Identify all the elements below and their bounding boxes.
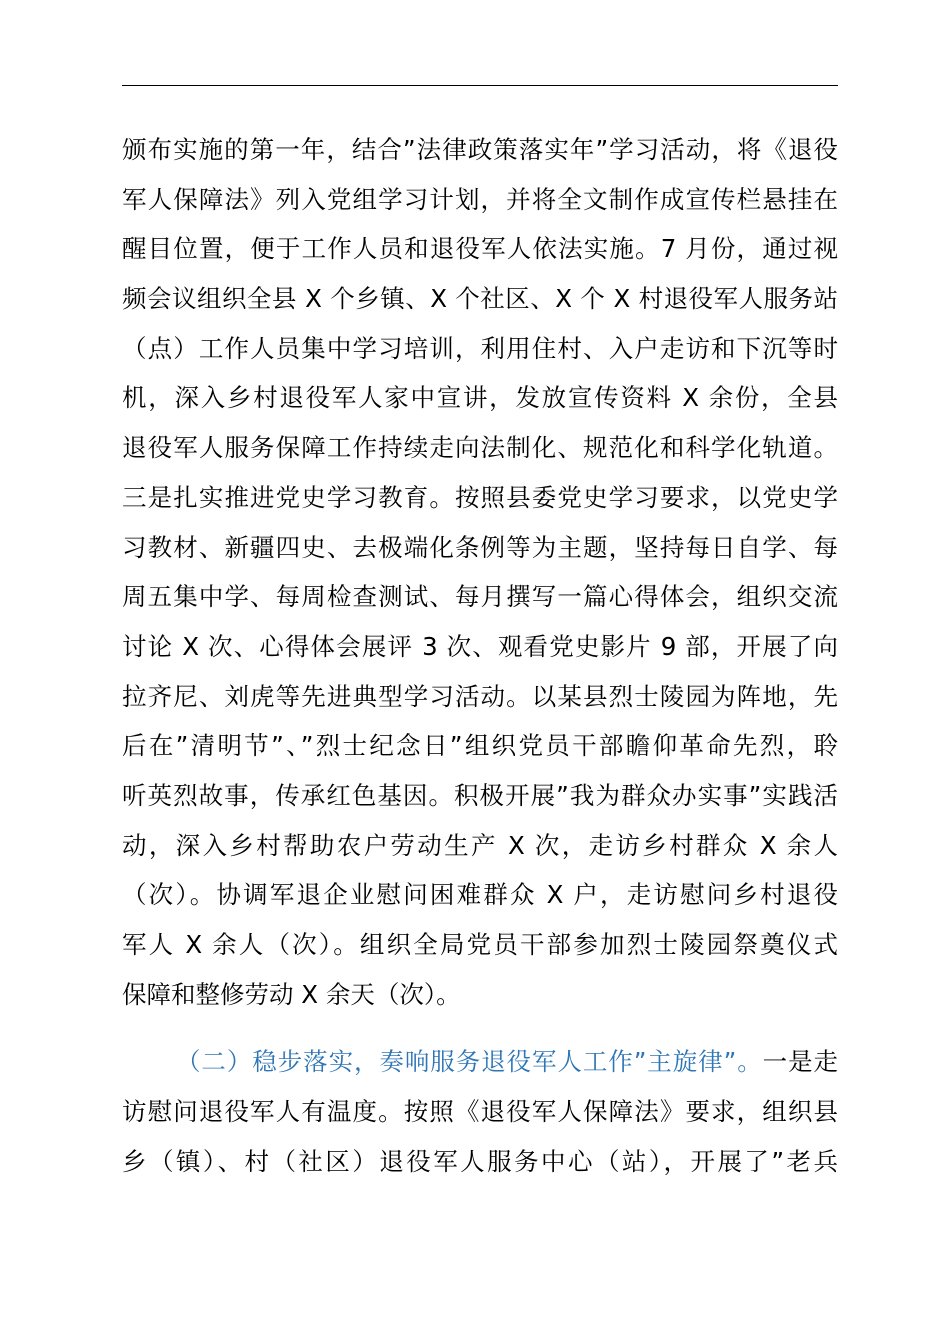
text-line: （点）工作人员集中学习培训，利用住村、入户走访和下沉等时 <box>122 333 838 363</box>
text-line: 军人保障法》列入党组学习计划，并将全文制作成宣传栏悬挂在 <box>122 184 838 214</box>
text-line: 周五集中学、每周检查测试、每月撰写一篇心得体会，组织交流 <box>122 582 838 612</box>
paragraph-gap <box>122 1019 838 1037</box>
text-line: 乡（镇）、村（社区）退役军人服务中心（站），开展了”老兵 <box>122 1146 838 1176</box>
text-line: 退役军人服务保障工作持续走向法制化、规范化和科学化轨道。 <box>122 433 838 463</box>
text-line: 后在”清明节”、”烈士纪念日”组织党员干部瞻仰革命先烈，聆 <box>122 731 838 761</box>
text-line: 颁布实施的第一年，结合”法律政策落实年”学习活动，将《退役 <box>122 135 838 164</box>
text-line: 习教材、新疆四史、去极端化条例等为主题，坚持每日自学、每 <box>122 532 838 562</box>
header-rule <box>122 85 838 86</box>
section-heading: （二）稳步落实，奏响服务退役军人工作”主旋律”。 <box>176 1047 763 1077</box>
text-line: 醒目位置，便于工作人员和退役军人依法实施。7 月份，通过视 <box>122 234 838 264</box>
text-line: 动，深入乡村帮助农户劳动生产 X 次，走访乡村群众 X 余人 <box>122 830 838 860</box>
document-body <box>122 125 838 1186</box>
text-line: 拉齐尼、刘虎等先进典型学习活动。以某县烈士陵园为阵地，先 <box>122 681 838 711</box>
text-line: （次）。协调军退企业慰问困难群众 X 户，走访慰问乡村退役 <box>122 880 838 910</box>
text-line: 访慰问退役军人有温度。按照《退役军人保障法》要求，组织县 <box>122 1097 838 1127</box>
text-line-paragraph-end: 保障和整修劳动 X 余天（次）。 <box>122 979 461 1009</box>
text-line: 军人 X 余人（次）。组织全局党员干部参加烈士陵园祭奠仪式 <box>122 930 838 959</box>
section-heading-tail: 一是走 <box>762 1047 838 1077</box>
text-line: 频会议组织全县 X 个乡镇、X 个社区、X 个 X 村退役军人服务站 <box>122 284 838 314</box>
text-line: 机，深入乡村退役军人家中宣讲，发放宣传资料 X 余份，全县 <box>122 383 838 413</box>
text-line: 三是扎实推进党史学习教育。按照县委党史学习要求，以党史学 <box>122 482 838 512</box>
text-line: 讨论 X 次、心得体会展评 3 次、观看党史影片 9 部，开展了向 <box>122 631 838 661</box>
section-heading-line <box>122 1037 838 1087</box>
text-line: 听英烈故事，传承红色基因。积极开展”我为群众办实事”实践活 <box>122 780 838 810</box>
